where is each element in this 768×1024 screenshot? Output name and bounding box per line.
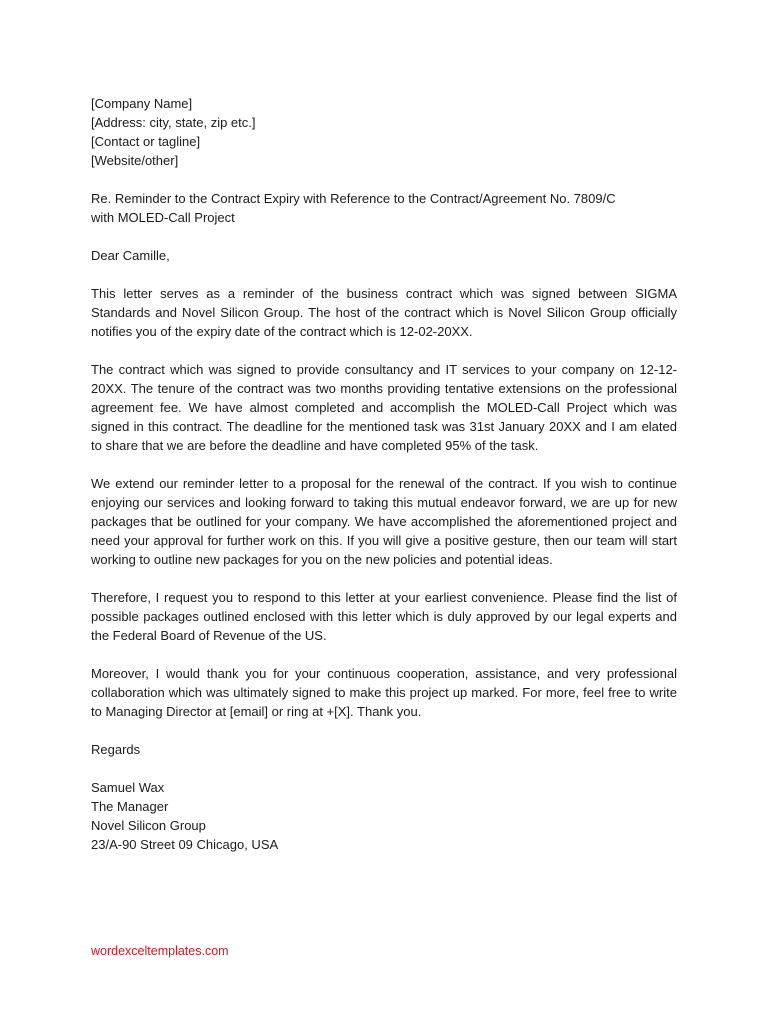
sender-contact: [Contact or tagline]: [91, 134, 201, 149]
signature-title: The Manager: [91, 799, 169, 814]
spacer: [91, 759, 677, 778]
spacer: [91, 227, 677, 246]
sender-website: [Website/other]: [91, 153, 179, 168]
letter-body: [91, 94, 677, 854]
subject-block: [91, 189, 677, 227]
spacer: [91, 455, 677, 474]
spacer: [91, 721, 677, 740]
paragraph-reminder: This letter serves as a reminder of the business contract which was signed between SIGMA Standards and Novel Silicon Group. The host of the contract which is Novel Silicon Group officially notifies you of the expiry date of the contract which is 12-02-20XX.: [91, 286, 677, 339]
sender-company-name: [Company Name]: [91, 96, 193, 111]
sender-address: [Address: city, state, zip etc.]: [91, 115, 256, 130]
salutation: Dear Camille,: [91, 248, 170, 263]
sender-block: [91, 94, 677, 170]
closing: Regards: [91, 742, 141, 757]
signature-name: Samuel Wax: [91, 780, 165, 795]
paragraph-renewal-proposal: We extend our reminder letter to a proposal for the renewal of the contract. If you wish to continue enjoying our services and looking forward to taking this mutual endeavor forward, we are up for new packages that be outlined for your company. We have accomplished the aforementioned project and need your approval for further work on this. If you will give a positive gesture, then our team will start working to outline new packages for you on the new policies and potential ideas.: [91, 476, 677, 567]
signature-company: Novel Silicon Group: [91, 818, 206, 833]
subject-line-1: Re. Reminder to the Contract Expiry with Reference to the Contract/Agreement No. 7809/C: [91, 191, 616, 206]
signature-block: [91, 778, 677, 854]
watermark-link[interactable]: wordexceltemplates.com: [91, 944, 229, 958]
paragraph-request: Therefore, I request you to respond to this letter at your earliest convenience. Please find the list of possible packages outlined enclosed with this letter which is duly approved by our legal experts and the Federal Board of Revenue of the US.: [91, 590, 677, 643]
spacer: [91, 170, 677, 189]
spacer: [91, 265, 677, 284]
signature-address: 23/A-90 Street 09 Chicago, USA: [91, 837, 279, 852]
subject-line-2: with MOLED-Call Project: [91, 210, 235, 225]
spacer: [91, 645, 677, 664]
spacer: [91, 341, 677, 360]
spacer: [91, 569, 677, 588]
paragraph-thanks: Moreover, I would thank you for your continuous cooperation, assistance, and very professional collaboration which was ultimately signed to make this project up marked. For more, feel free to write to Managing Director at [email] or ring at +[X]. Thank you.: [91, 666, 677, 719]
paragraph-contract-details: The contract which was signed to provide consultancy and IT services to your company on 12-12-20XX. The tenure of the contract was two months providing tentative extensions on the professional agreement fee. We have almost completed and accomplish the MOLED-Call Project which was signed in this contract. The deadline for the mentioned task was 31st January 20XX and I am elated to share that we are before the deadline and have completed 95% of the task.: [91, 362, 677, 453]
